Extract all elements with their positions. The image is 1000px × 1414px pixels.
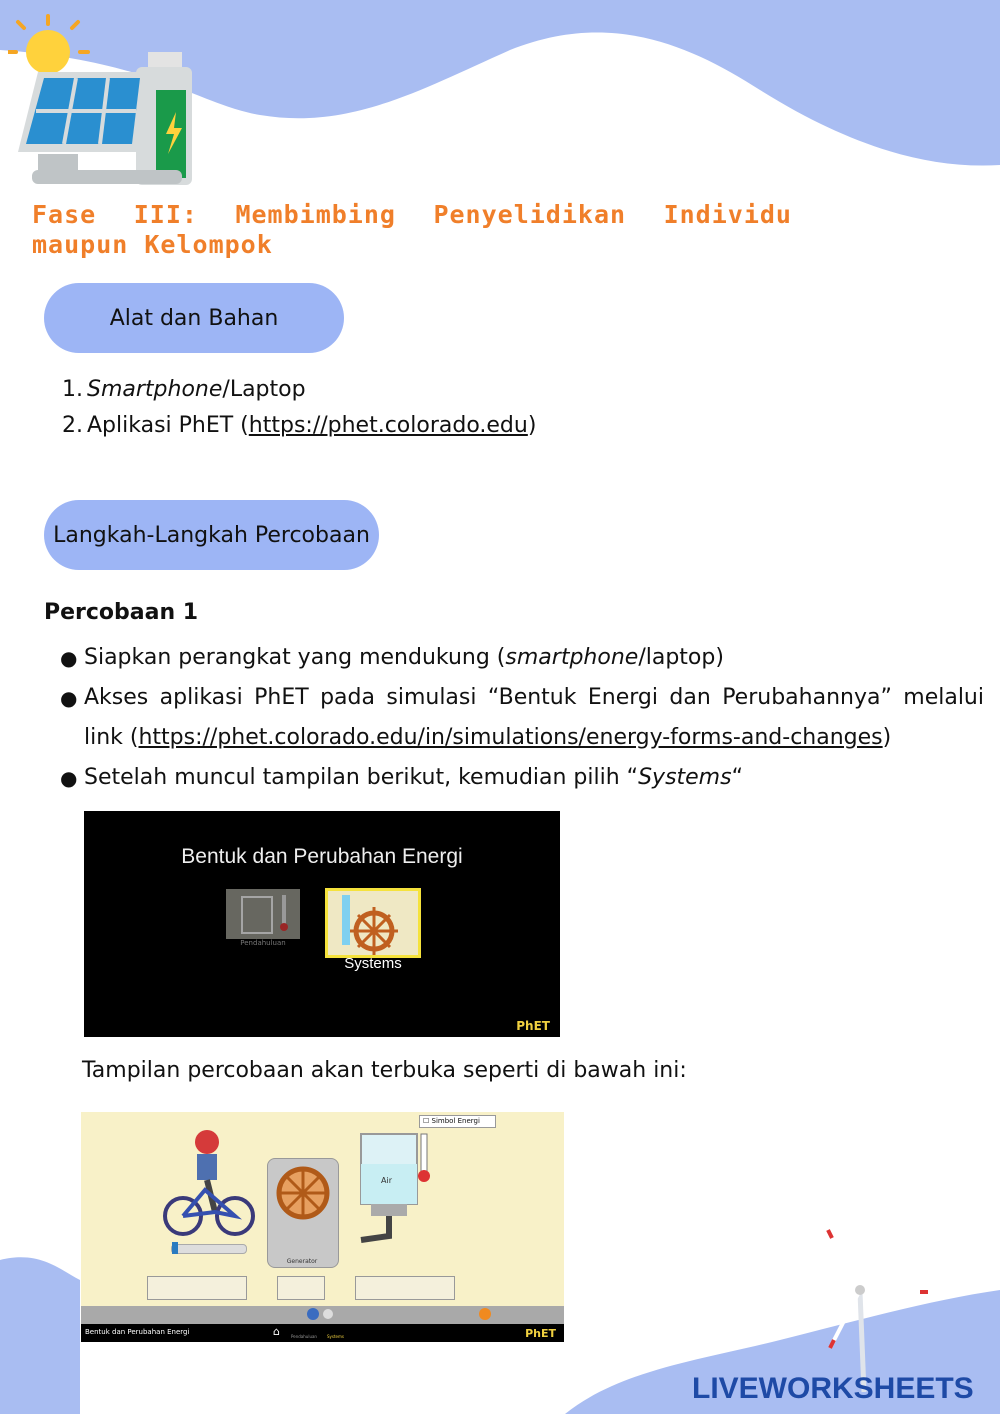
list-item [60,678,984,758]
phet-home-screenshot [84,811,560,1037]
text-italic: Systems [638,765,732,790]
energy-symbol-checkbox[interactable]: ☐ Simbol Energi [419,1115,496,1128]
steps-list [60,638,984,798]
liveworksheets-watermark: LIVEWORKSHEETS [692,1372,974,1405]
phet-logo: PhET [525,1327,556,1340]
tab-pendahuluan[interactable]: Pendahuluan [291,1334,317,1339]
pendahuluan-thumbnail[interactable] [226,889,300,939]
text: /laptop) [638,645,724,670]
home-icon[interactable]: ⌂ [273,1325,280,1338]
item-number: 2. [62,413,83,438]
item-text: ) [527,413,537,438]
list-item [60,638,984,678]
title-word: III: [133,200,198,229]
item-text: /Laptop [222,377,306,402]
systems-thumbnail[interactable] [325,888,421,958]
tools-section-label: Alat dan Bahan [109,305,279,331]
title-line-2: maupun Kelompok [32,230,273,259]
steps-section-pill [44,500,379,570]
tools-list [62,372,536,444]
bullet-dot: ● [60,766,78,790]
tools-section-pill [44,283,344,353]
phase-title [32,200,792,260]
bullet-dot: ● [60,686,78,710]
title-word: Fase [32,200,97,229]
screenshot-title: Bentuk dan Perubahan Energi [181,845,463,868]
water-wheel-icon [328,891,418,955]
item-italic: Smartphone [87,377,223,402]
pendahuluan-label: Pendahuluan [240,939,286,947]
text: ) [882,725,892,750]
experiment-title: Percobaan 1 [44,600,199,625]
text: Siapkan perangkat yang mendukung ( [84,645,506,670]
tools-item [62,372,536,408]
tools-item [62,408,536,444]
simulation-link[interactable]: https://phet.colorado.edu/in/simulations/energy-forms-and-changes [138,725,883,750]
beaker-with-thermometer [341,1126,441,1256]
text: Setelah muncul tampilan berikut, kemudian pilih “ [84,765,639,790]
title-word: Penyelidikan [433,200,627,229]
systems-label: Systems [344,955,402,972]
solar-panel-illustration [8,12,198,190]
cyclist-illustration [161,1126,261,1238]
phet-link[interactable]: https://phet.colorado.edu [248,413,528,438]
title-word: Individu [663,200,792,229]
list-item [60,758,984,798]
bullet-dot: ● [60,646,78,670]
text: Akses aplikasi PhET pada simulasi “Bentuk Energi dan Perubahannya” melalui link ( [84,685,984,750]
beaker-icon [226,889,300,939]
text-italic: smartphone [505,645,639,670]
text: “ [731,765,743,790]
water-label: Air [381,1176,392,1185]
steps-section-label: Langkah-Langkah Percobaan [53,522,370,548]
phet-logo: PhET [516,1019,550,1033]
tab-systems[interactable]: Systems [327,1334,344,1339]
generator-wheel-icon [268,1159,338,1229]
title-word: Membimbing [235,200,396,229]
footer-title: Bentuk dan Perubahan Energi [85,1328,190,1336]
generator-label: Generator [286,1258,318,1265]
item-number: 1. [62,377,83,402]
caption-text: Tampilan percobaan akan terbuka seperti di bawah ini: [82,1058,687,1083]
checkbox-label: Simbol Energi [431,1117,480,1125]
item-text: Aplikasi PhET ( [87,413,249,438]
